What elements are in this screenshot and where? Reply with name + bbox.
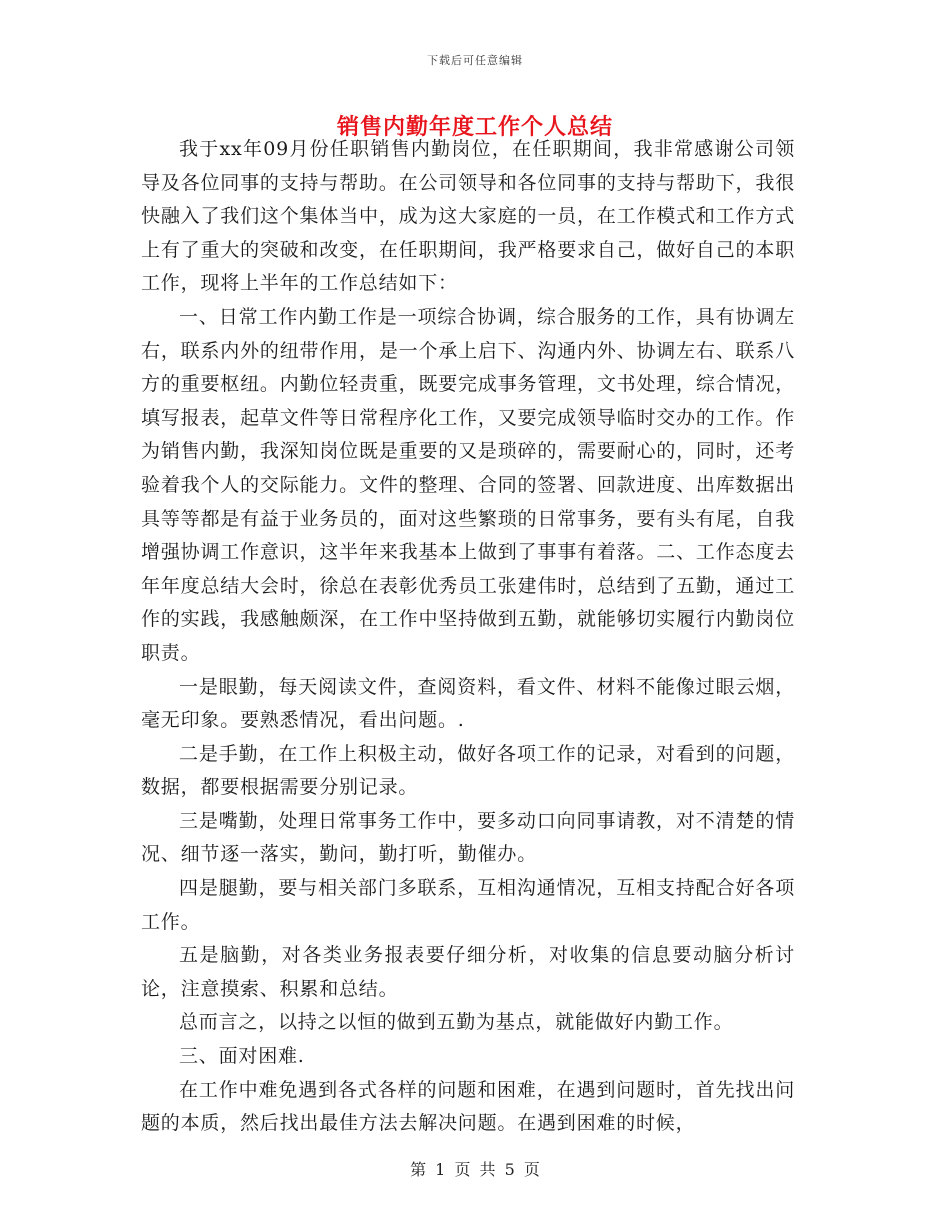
paragraph: 三是嘴勤，处理日常事务工作中，要多动口向同事请教，对不清楚的情况、细节逐一落实，勤问，勤打听，勤催办。 [141, 809, 795, 866]
paragraph: 总而言之，以持之以恒的做到五勤为基点，就能做好内勤工作。 [179, 1011, 734, 1034]
document-body [141, 133, 795, 1141]
paragraph: 一是眼勤，每天阅读文件，查阅资料，看文件、材料不能像过眼云烟，毫无印象。要熟悉情况，看出问题。. [141, 675, 795, 732]
paragraph: 我于xx年09月份任职销售内勤岗位，在任职期间，我非常感谢公司领导及各位同事的支持与帮助。在公司领导和各位同事的支持与帮助下，我很快融入了我们这个集体当中，成为这大家庭的一员，在工作模式和工作方式上有了重大的突破和改变，在任职期间，我严格要求自己，做好自己的本职工作，现将上半年的工作总结如下： [141, 138, 795, 295]
paragraph: 三、面对困难. [179, 1045, 305, 1068]
page-number-footer: 第 1 页 共 5 页 [410, 1160, 540, 1179]
paragraph: 在工作中难免遇到各式各样的问题和困难，在遇到问题时，首先找出问题的本质，然后找出最佳方法去解决问题。在遇到困难的时候， [141, 1078, 795, 1135]
header-note: 下载后可任意编辑 [427, 54, 523, 67]
document-title: 销售内勤年度工作个人总结 [336, 114, 613, 140]
paragraph: 四是腿勤，要与相关部门多联系，互相沟通情况，互相支持配合好各项工作。 [141, 877, 795, 933]
paragraph: 五是脑勤，对各类业务报表要仔细分析，对收集的信息要动脑分析讨论，注意摸索、积累和总结。 [141, 944, 795, 1000]
paragraph: 二是手勤，在工作上积极主动，做好各项工作的记录，对看到的问题，数据，都要根据需要分别记录。 [141, 742, 795, 799]
paragraph: 一、日常工作内勤工作是一项综合协调，综合服务的工作，具有协调左右，联系内外的纽带作用，是一个承上启下、沟通内外、协调左右、联系八方的重要枢纽。内勤位轻责重，既要完成事务管理，文书处理，综合情况，填写报表，起草文件等日常程序化工作，又要完成领导临时交办的工作。作为销售内勤，我深知岗位既是重要的又是琐碎的，需要耐心的，同时，还考验着我个人的交际能力。文件的整理、合同的签署、回款进度、出库数据出具等等都是有益于业务员的，面对这些繁琐的日常事务，要有头有尾，自我增强协调工作意识，这半年来我基本上做到了事事有着落。二、工作态度去年年度总结大会时，徐总在表彰优秀员工张建伟时，总结到了五勤，通过工作的实践，我感触颇深，在工作中坚持做到五勤，就能够切实履行内勤岗位职责。 [141, 305, 795, 664]
